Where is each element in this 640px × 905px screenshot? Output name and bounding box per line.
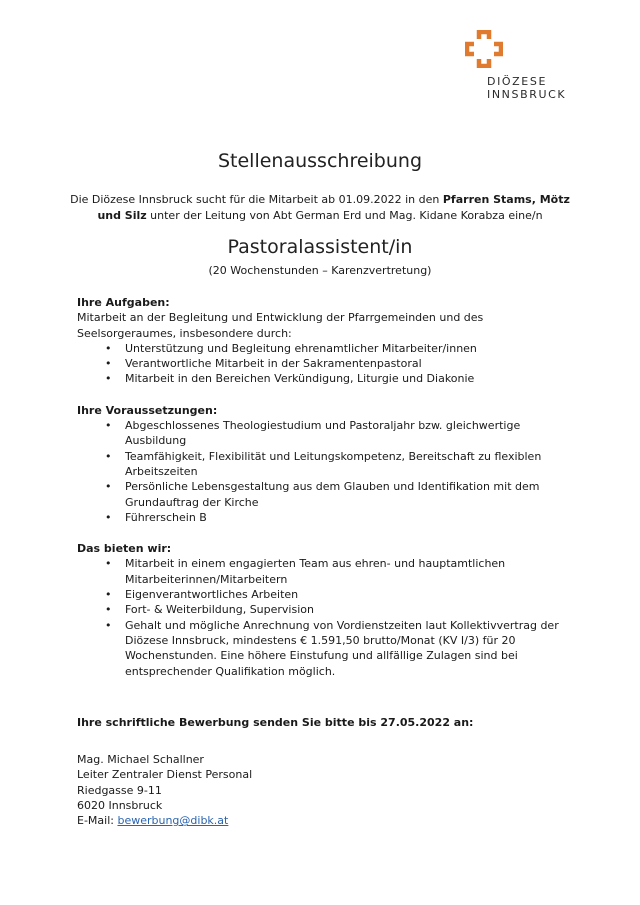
logo-line-2: INNSBRUCK — [487, 88, 567, 101]
contact-city: 6020 Innsbruck — [77, 799, 163, 813]
requirements-list — [77, 418, 572, 525]
requirements-heading: Ihre Voraussetzungen: — [77, 403, 218, 417]
tasks-heading: Ihre Aufgaben: — [77, 296, 170, 309]
list-item: • Gehalt und mögliche Anrechnung von Vordienstzeiten laut Kollektivvertrag der Diözese Innsbruck, mindestens € 1.591,50 brutto/Monat (KV I/3) für 20 Wochenstunden. Eine höhere Einstufung und allfällige Zulagen sind bei entsprechender Qualifikation möglich. — [125, 618, 572, 679]
posting-body — [77, 295, 572, 829]
page-title: Stellenausschreibung — [217, 150, 423, 172]
cross-logo-icon — [465, 30, 503, 68]
logo-line-1: DIÖZESE — [487, 75, 547, 88]
application-deadline: Ihre schriftliche Bewerbung senden Sie bitte bis 27.05.2022 an: — [77, 715, 474, 729]
tasks-list — [77, 341, 572, 387]
list-item: • Fort- & Weiterbildung, Supervision — [125, 602, 572, 617]
list-item: • Persönliche Lebensgestaltung aus dem Glauben und Identifikation mit dem Grundauftrag der Kirche — [125, 479, 572, 510]
offer-heading: Das bieten wir: — [77, 542, 172, 556]
offer-list — [77, 556, 572, 678]
contact-block — [77, 752, 572, 828]
intro-text-a: Die Diözese Innsbruck sucht für die Mitarbeit ab 01.09.2022 in den — [70, 193, 443, 206]
email-label: E-Mail: — [77, 814, 118, 828]
email-link[interactable]: bewerbung@dibk.at — [117, 814, 229, 828]
intro-parishes: Pfarren Stams, Mötz und Silz — [97, 193, 570, 222]
position-subline: (20 Wochenstunden – Karenzvertretung) — [208, 264, 432, 277]
list-item: • Eigenverantwortliches Arbeiten — [125, 587, 572, 602]
contact-email-row — [77, 813, 572, 828]
list-item: • Mitarbeit in den Bereichen Verkündigung, Liturgie und Diakonie — [125, 371, 572, 386]
dioezese-logo — [463, 30, 573, 101]
contact-role: Leiter Zentraler Dienst Personal — [77, 768, 253, 782]
list-item: • Führerschein B — [125, 510, 572, 525]
list-item: • Teamfähigkeit, Flexibilität und Leitungskompetenz, Bereitschaft zu flexiblen Arbeitszeiten — [125, 449, 572, 480]
position-title: Pastoralassistent/in — [227, 236, 413, 258]
list-item: • Mitarbeit in einem engagierten Team aus ehren- und hauptamtlichen Mitarbeiterinnen/Mitarbeitern — [125, 556, 572, 587]
intro-text-b: unter der Leitung von Abt German Erd und Mag. Kidane Korabza eine/n — [146, 209, 543, 222]
contact-street: Riedgasse 9-11 — [77, 783, 162, 797]
intro-paragraph — [70, 192, 570, 224]
tasks-lead: Mitarbeit an der Begleitung und Entwicklung der Pfarrgemeinden und des Seelsorgeraumes, insbesondere durch: — [77, 311, 484, 340]
logo-wordmark — [487, 75, 573, 101]
contact-name: Mag. Michael Schallner — [77, 753, 204, 767]
list-item: • Verantwortliche Mitarbeit in der Sakramentenpastoral — [125, 356, 572, 371]
list-item: • Unterstützung und Begleitung ehrenamtlicher Mitarbeiter/innen — [125, 341, 572, 356]
list-item: • Abgeschlossenes Theologiestudium und Pastoraljahr bzw. gleichwertige Ausbildung — [125, 418, 572, 449]
